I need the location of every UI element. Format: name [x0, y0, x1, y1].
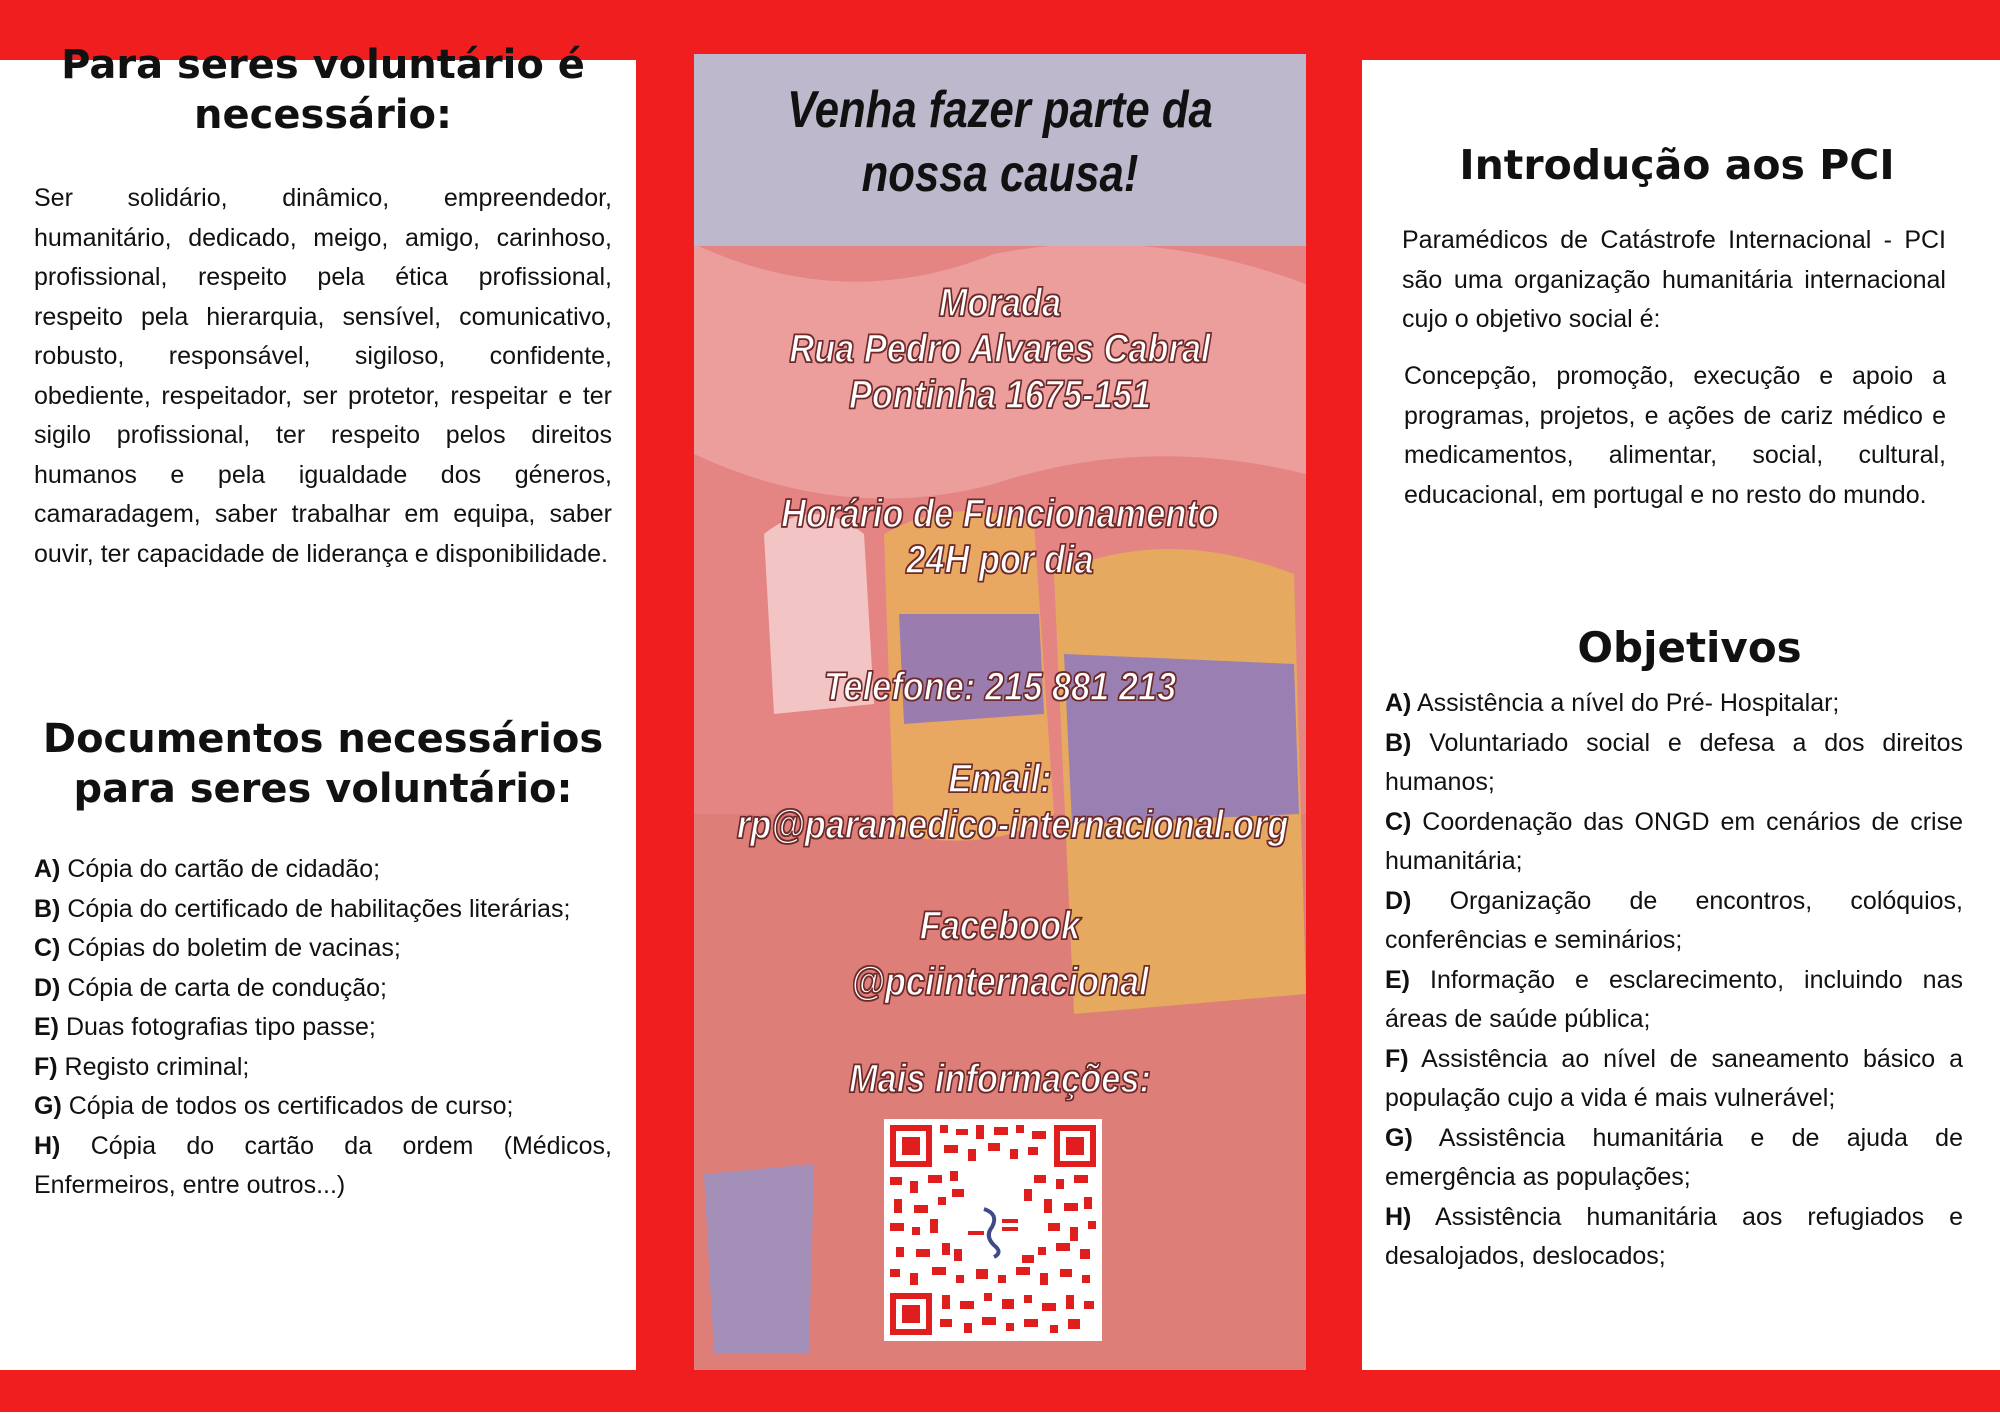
item-text: Organização de encontros, colóquios, conferências e seminários; [1385, 886, 1963, 954]
objectives-list [1385, 684, 1963, 1277]
list-item [1385, 882, 1963, 961]
item-letter: C) [1385, 807, 1412, 836]
address-city: Pontinha 1675-151 [848, 373, 1152, 417]
item-text: Cópias do boletim de vacinas; [60, 934, 401, 962]
hours-value: 24H por dia [906, 538, 1094, 582]
item-text: Assistência humanitária aos refugiados e desalojados, deslocados; [1385, 1202, 1963, 1270]
intro-purpose-text: Concepção, promoção, execução e apoio a programas, projetos, e ações de cariz médico e medicamentos, alimentar, social, cultural, educacional, em portugal e no resto do mundo. [1404, 362, 1946, 509]
call-to-action-title [743, 78, 1257, 206]
item-letter: F) [34, 1052, 58, 1081]
list-item [1385, 961, 1963, 1040]
email-block [736, 756, 1289, 848]
item-letter: G) [1385, 1123, 1413, 1152]
documents-heading: Documentos necessários para seres voluntário: [42, 716, 604, 812]
address-street: Rua Pedro Alvares Cabral [789, 327, 1211, 371]
list-item [34, 1048, 612, 1088]
item-letter: E) [34, 1013, 59, 1041]
item-letter: B) [34, 894, 61, 923]
list-item [1385, 1119, 1963, 1198]
item-letter: D) [1385, 886, 1412, 915]
hours-label: Horário de Funcionamento [781, 492, 1219, 536]
item-letter: A) [34, 855, 61, 883]
item-text: Coordenação das ONGD em cenários de crise humanitária; [1385, 807, 1963, 875]
item-letter: F) [1385, 1044, 1409, 1073]
objectives-heading: Objetivos [1577, 623, 1802, 672]
list-item [34, 969, 612, 1009]
volunteer-requirements-text: Ser solidário, dinâmico, empreendedor, humanitário, dedicado, meigo, amigo, carinhoso, profissional, respeito pela ética profissional, respeito pela hierarquia, sensível, comunicativo, robusto, responsável, sigiloso, confidente, obediente, respeitador, ser protetor, respeitar e ter sigilo profissional, ter respeito pelos direitos humanos e pela igualdade dos géneros, camaradagem, saber trabalhar em equipa, saber ouvir, ter capacidade de liderança e disponibilidade. [34, 184, 612, 568]
item-letter: E) [1385, 965, 1410, 994]
item-text: Registo criminal; [57, 1052, 250, 1081]
list-item [34, 1087, 612, 1127]
hours-block [737, 491, 1263, 583]
title-line-1: Venha fazer parte da [787, 81, 1213, 139]
list-item [1385, 684, 1963, 724]
item-text: Assistência humanitária e de ajuda de emergência as populações; [1385, 1123, 1963, 1191]
item-text: Assistência ao nível de saneamento básico a população cujo a vida é mais vulnerável; [1385, 1044, 1963, 1112]
item-text: Cópia do cartão de cidadão; [60, 855, 381, 883]
documents-list [34, 850, 612, 1206]
bottom-red-band [0, 1370, 2000, 1414]
list-item [1385, 1198, 1963, 1277]
item-letter: B) [1385, 728, 1412, 757]
facebook-block [737, 898, 1263, 1010]
center-panel [694, 54, 1306, 1370]
list-item [1385, 724, 1963, 803]
intro-heading: Introdução aos PCI [1459, 141, 1895, 189]
right-red-gutter [1306, 0, 1362, 1414]
item-text: Cópia de carta de condução; [60, 973, 388, 1002]
facebook-value: @pciinternacional [851, 960, 1149, 1004]
item-text: Informação e esclarecimento, incluindo nas áreas de saúde pública; [1385, 965, 1963, 1033]
item-letter: A) [1385, 689, 1412, 717]
qr-code[interactable] [884, 1119, 1102, 1341]
item-letter: H) [1385, 1202, 1412, 1231]
item-text: Assistência a nível do Pré- Hospitalar; [1411, 689, 1840, 717]
list-item [34, 929, 612, 969]
list-item [1385, 1040, 1963, 1119]
email-value: rp@paramedico-internacional.org [736, 803, 1289, 847]
facebook-label: Facebook [919, 904, 1081, 948]
address-label: Morada [938, 281, 1062, 325]
item-text: Cópia de todos os certificados de curso; [61, 1092, 514, 1120]
list-item [34, 890, 612, 930]
item-letter: D) [34, 973, 61, 1002]
item-text: Cópia do certificado de habilitações literárias; [60, 894, 571, 923]
left-red-gutter [636, 0, 694, 1414]
item-text: Cópia do cartão da ordem (Médicos, Enfermeiros, entre outros...) [34, 1131, 612, 1199]
item-letter: G) [34, 1092, 62, 1120]
list-item [34, 850, 612, 890]
list-item [34, 1008, 612, 1048]
email-label: Email: [948, 757, 1052, 801]
intro-text: Paramédicos de Catástrofe Internacional - PCI são uma organização humanitária internacional cujo o objetivo social é: [1402, 226, 1946, 333]
address-block [737, 280, 1263, 418]
item-letter: H) [34, 1131, 61, 1160]
title-line-2: nossa causa! [861, 145, 1139, 203]
volunteer-requirements-heading: Para seres voluntário é necessário: [61, 42, 585, 138]
item-letter: C) [34, 934, 61, 962]
phone-text: Telefone: 215 881 213 [823, 665, 1177, 709]
more-info-label: Mais informações: [848, 1057, 1152, 1101]
list-item [34, 1127, 612, 1206]
list-item [1385, 803, 1963, 882]
item-text: Duas fotografias tipo passe; [59, 1013, 376, 1041]
item-text: Voluntariado social e defesa a dos direitos humanos; [1385, 728, 1963, 796]
